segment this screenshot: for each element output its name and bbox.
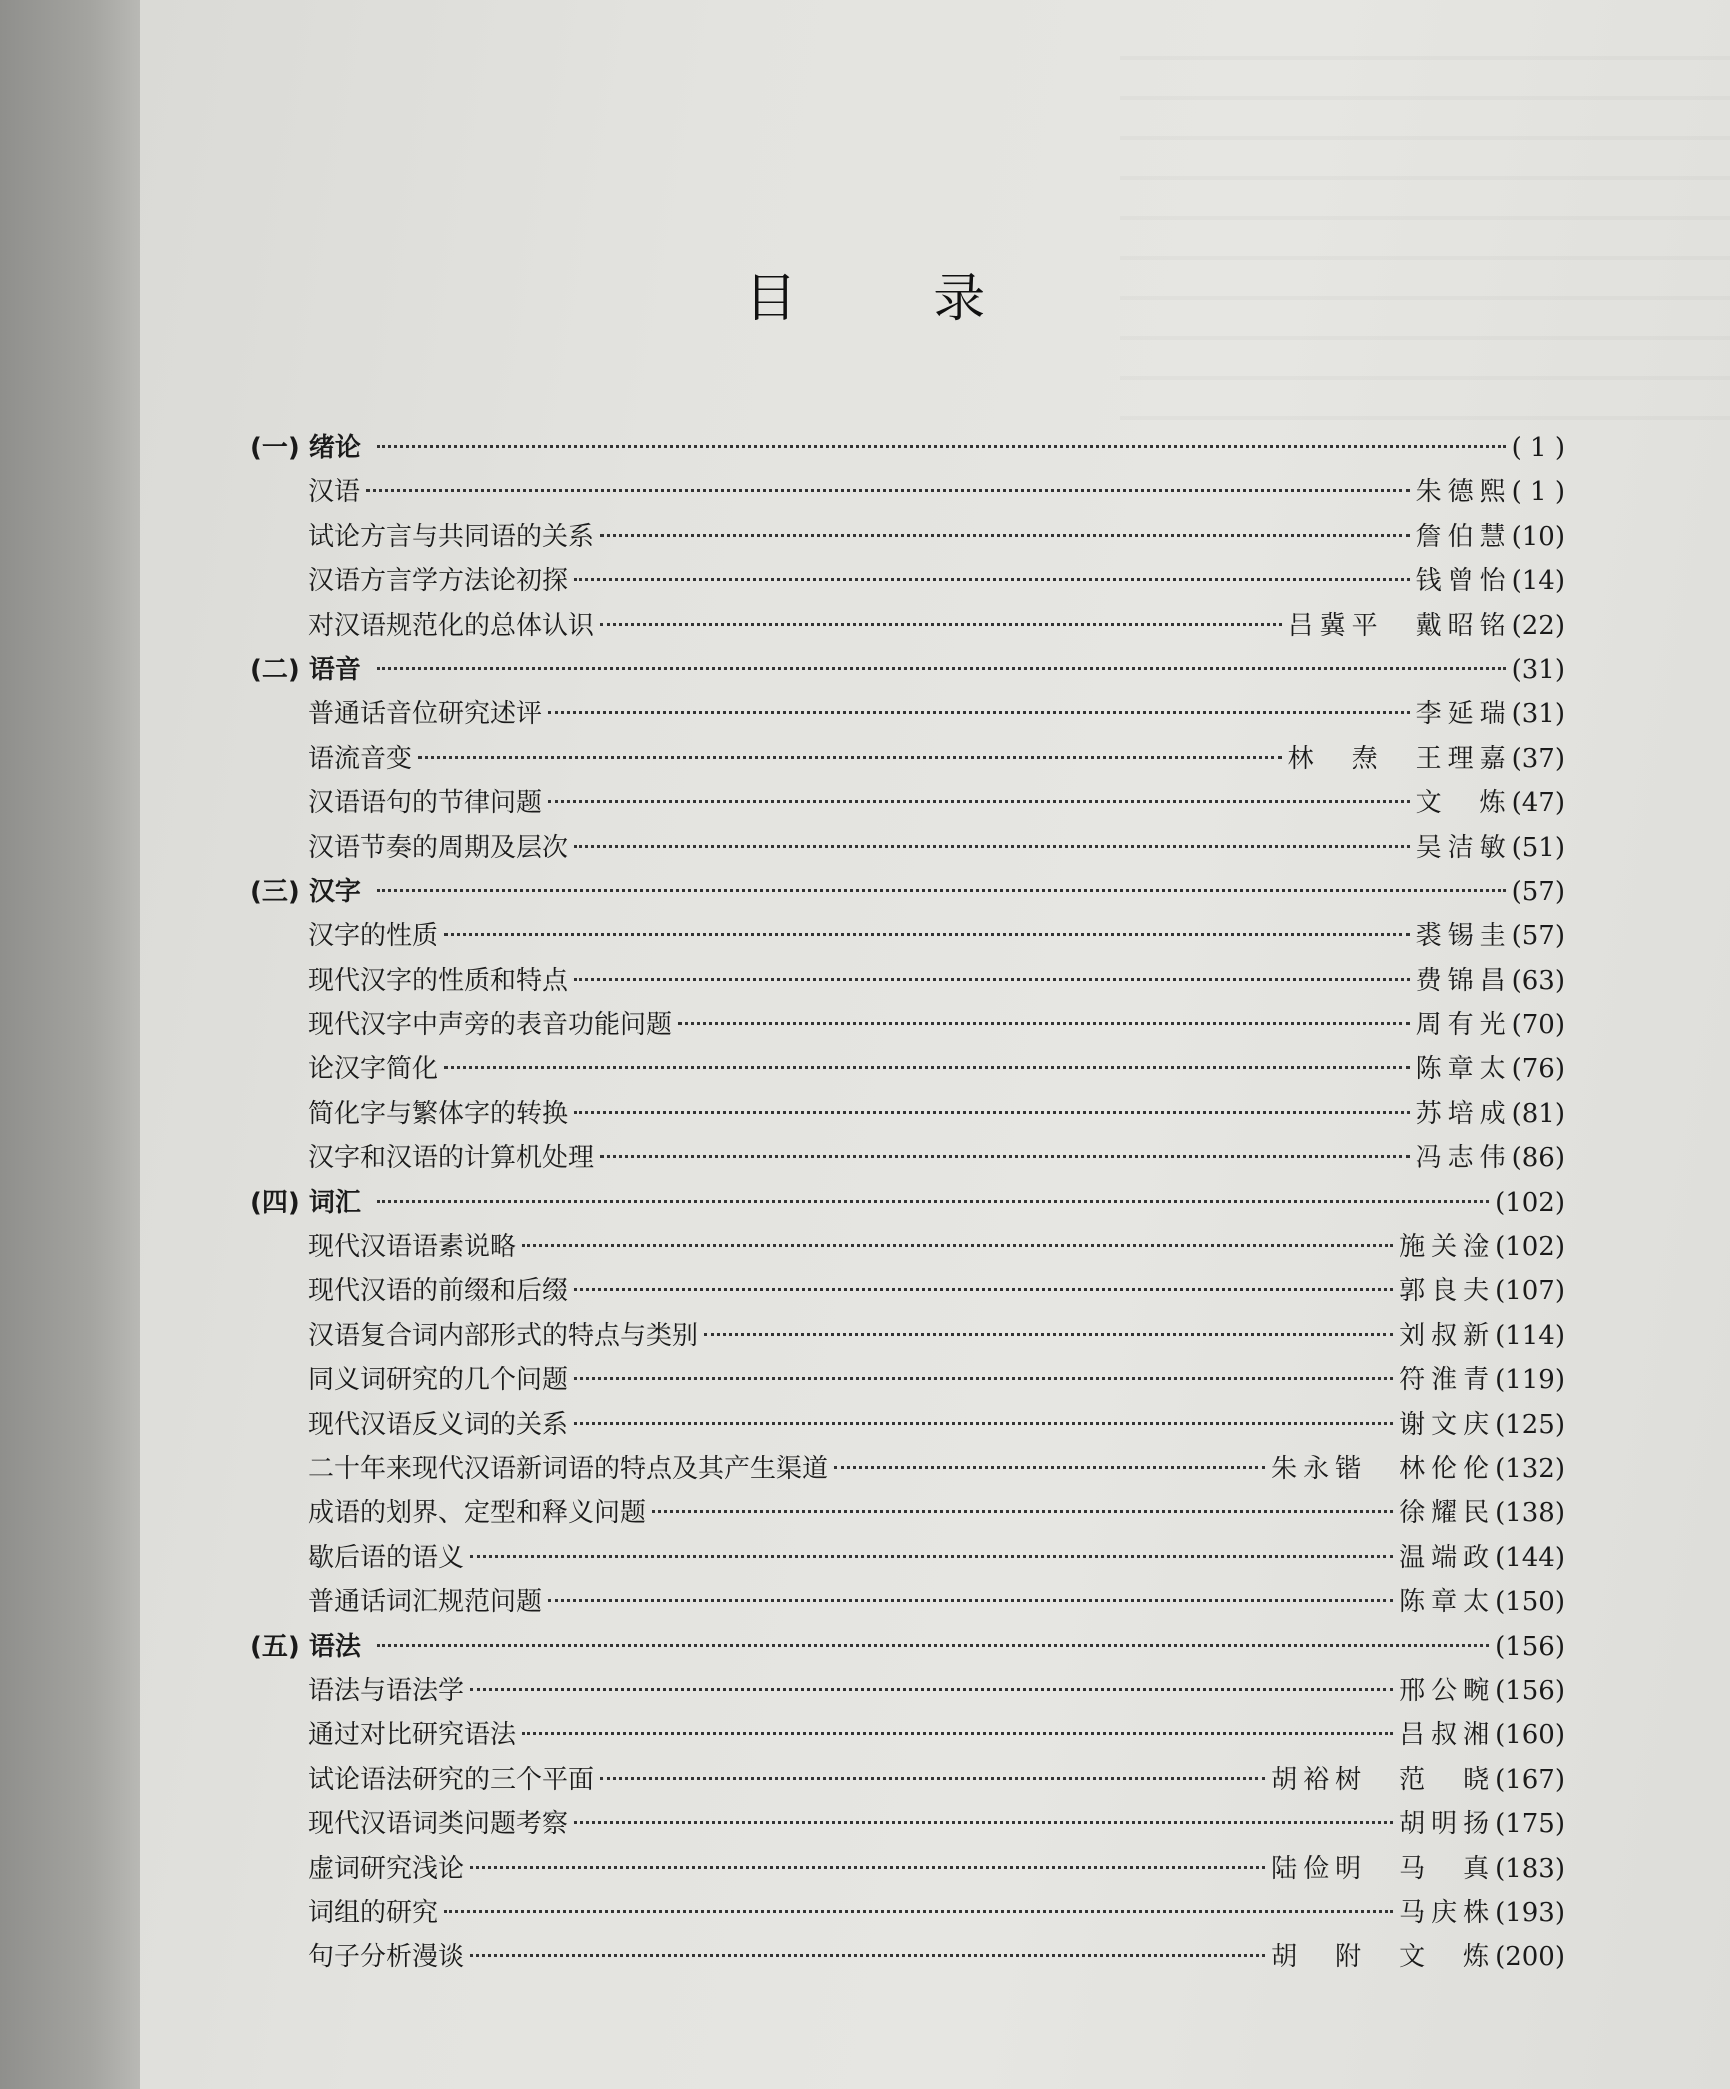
page-number: (31) <box>1511 699 1565 730</box>
entry-title: 汉字的性质 <box>308 921 439 952</box>
toc-entry <box>250 1802 1565 1846</box>
entry-title: 汉语节奏的周期及层次 <box>308 832 569 863</box>
page-number: (10) <box>1511 521 1565 552</box>
entry-title: 汉语方言学方法论初探 <box>308 566 569 597</box>
dot-leader <box>574 845 1410 848</box>
entry-author: 朱永锴 林伦伦 <box>1271 1453 1496 1484</box>
page-number: (102) <box>1495 1187 1565 1218</box>
toc-entry <box>250 470 1565 514</box>
entry-author: 刘叔新 <box>1399 1320 1496 1351</box>
dot-leader <box>574 1111 1410 1114</box>
page-number: (70) <box>1511 1010 1565 1041</box>
entry-author: 施关淦 <box>1399 1232 1496 1263</box>
toc-entry <box>250 826 1565 870</box>
page-number: (107) <box>1495 1276 1565 1307</box>
entry-author: 陈章太 <box>1399 1587 1496 1618</box>
entry-author: 郭良夫 <box>1399 1276 1496 1307</box>
toc-entry <box>250 1758 1565 1802</box>
page-number: (183) <box>1495 1853 1565 1884</box>
entry-title: 句子分析漫谈 <box>308 1942 465 1973</box>
entry-author: 苏培成 <box>1415 1098 1512 1129</box>
entry-author: 胡 附 文 炼 <box>1271 1942 1496 1973</box>
page-number: ( 1 ) <box>1511 433 1565 463</box>
page-title: 目 录 <box>744 269 1046 329</box>
entry-title: 通过对比研究语法 <box>308 1720 517 1751</box>
toc-entry <box>250 1713 1565 1757</box>
page-number: (51) <box>1511 832 1565 863</box>
dot-leader <box>574 1377 1393 1380</box>
dot-leader <box>548 711 1410 714</box>
toc-entry <box>250 959 1565 1003</box>
entry-author: 李延瑞 <box>1415 699 1512 730</box>
dot-leader <box>704 1333 1393 1336</box>
dot-leader <box>377 667 1506 670</box>
entry-author: 徐耀民 <box>1399 1498 1496 1529</box>
entry-title: 汉字和汉语的计算机处理 <box>308 1143 595 1174</box>
page-number: ( 1 ) <box>1511 477 1565 508</box>
entry-author: 谢文庆 <box>1399 1409 1496 1440</box>
page-number: (160) <box>1495 1720 1565 1751</box>
page-number: (31) <box>1511 654 1565 685</box>
entry-title: 同义词研究的几个问题 <box>308 1365 569 1396</box>
dot-leader <box>652 1510 1393 1513</box>
page-number: (76) <box>1511 1054 1565 1085</box>
section-title: (二) 语音 <box>250 654 361 685</box>
entry-author: 文 炼 <box>1415 788 1512 819</box>
dot-leader <box>574 1422 1393 1425</box>
entry-title: 现代汉语语素说略 <box>308 1232 517 1263</box>
entry-author: 吕叔湘 <box>1399 1720 1496 1751</box>
page-number: (144) <box>1495 1542 1565 1573</box>
dot-leader <box>548 1599 1393 1602</box>
page-number: (125) <box>1495 1409 1565 1440</box>
dot-leader <box>377 889 1506 892</box>
toc-entry <box>250 1935 1565 1979</box>
page-number: (167) <box>1495 1764 1565 1795</box>
show-through-texture <box>1120 20 1730 420</box>
page-number: (86) <box>1511 1143 1565 1174</box>
page-number: (14) <box>1511 566 1565 597</box>
toc-entry <box>250 1269 1565 1313</box>
page-number: (63) <box>1511 965 1565 996</box>
entry-title: 汉语复合词内部形式的特点与类别 <box>308 1320 699 1351</box>
dot-leader <box>600 534 1410 537</box>
dot-leader <box>470 1866 1265 1869</box>
entry-author: 胡裕树 范 晓 <box>1271 1764 1496 1795</box>
entry-author: 胡明扬 <box>1399 1809 1496 1840</box>
toc-section-heading <box>250 1625 1565 1669</box>
entry-title: 现代汉字的性质和特点 <box>308 965 569 996</box>
entry-author: 马庆株 <box>1399 1897 1496 1928</box>
toc-entry <box>250 1403 1565 1447</box>
entry-title: 二十年来现代汉语新词语的特点及其产生渠道 <box>308 1453 829 1484</box>
dot-leader <box>600 623 1282 626</box>
dot-leader <box>574 1821 1393 1824</box>
entry-title: 语法与语法学 <box>308 1675 465 1706</box>
toc-entry <box>250 1669 1565 1713</box>
entry-author: 裘锡圭 <box>1415 921 1512 952</box>
table-of-contents <box>250 426 1565 1980</box>
entry-title: 虚词研究浅论 <box>308 1853 465 1884</box>
toc-entry <box>250 1491 1565 1535</box>
toc-entry <box>250 604 1565 648</box>
dot-leader <box>522 1732 1393 1735</box>
toc-entry <box>250 781 1565 825</box>
entry-title: 论汉字简化 <box>308 1054 439 1085</box>
page-number: (114) <box>1495 1320 1565 1351</box>
dot-leader <box>366 489 1410 492</box>
toc-entry <box>250 1047 1565 1091</box>
page-number: (47) <box>1511 788 1565 819</box>
toc-section-heading <box>250 426 1565 470</box>
dot-leader <box>834 1466 1265 1469</box>
dot-leader <box>470 1688 1393 1691</box>
entry-title: 现代汉字中声旁的表音功能问题 <box>308 1010 673 1041</box>
toc-entry <box>250 1003 1565 1047</box>
entry-title: 汉语 <box>308 477 361 508</box>
toc-entry <box>250 1847 1565 1891</box>
toc-entry <box>250 1092 1565 1136</box>
page-number: (156) <box>1495 1631 1565 1662</box>
page-number: (22) <box>1511 610 1565 641</box>
entry-title: 普通话词汇规范问题 <box>308 1587 543 1618</box>
page-number: (37) <box>1511 743 1565 774</box>
entry-title: 成语的划界、定型和释义问题 <box>308 1498 647 1529</box>
page-number: (156) <box>1495 1675 1565 1706</box>
toc-section-heading <box>250 870 1565 914</box>
section-title: (三) 汉字 <box>250 876 361 907</box>
entry-author: 钱曾怡 <box>1415 566 1512 597</box>
toc-entry <box>250 914 1565 958</box>
entry-title: 词组的研究 <box>308 1897 439 1928</box>
entry-author: 朱德熙 <box>1415 477 1512 508</box>
entry-title: 歇后语的语义 <box>308 1542 465 1573</box>
entry-title: 试论方言与共同语的关系 <box>308 521 595 552</box>
page-number: (132) <box>1495 1453 1565 1484</box>
toc-section-heading <box>250 1181 1565 1225</box>
dot-leader <box>470 1954 1265 1957</box>
toc-section-heading <box>250 648 1565 692</box>
entry-author: 詹伯慧 <box>1415 521 1512 552</box>
entry-author: 周有光 <box>1415 1010 1512 1041</box>
dot-leader <box>377 1644 1489 1647</box>
toc-entry <box>250 1136 1565 1180</box>
section-title: (五) 语法 <box>250 1631 361 1662</box>
dot-leader <box>444 933 1410 936</box>
section-title: (一) 绪论 <box>250 433 361 463</box>
page-number: (57) <box>1511 876 1565 907</box>
dot-leader <box>444 1066 1410 1069</box>
dot-leader <box>522 1244 1393 1247</box>
dot-leader <box>470 1555 1393 1558</box>
toc-entry <box>250 1225 1565 1269</box>
dot-leader <box>678 1022 1410 1025</box>
entry-title: 语流音变 <box>308 743 413 774</box>
entry-author: 邢公畹 <box>1399 1675 1496 1706</box>
entry-author: 林 焘 王理嘉 <box>1287 743 1512 774</box>
entry-title: 试论语法研究的三个平面 <box>308 1764 595 1795</box>
entry-author: 陈章太 <box>1415 1054 1512 1085</box>
page-number: (57) <box>1511 921 1565 952</box>
dot-leader <box>574 1288 1393 1291</box>
toc-entry <box>250 1314 1565 1358</box>
entry-author: 陆俭明 马 真 <box>1271 1853 1496 1884</box>
toc-entry <box>250 1580 1565 1624</box>
entry-author: 符淮青 <box>1399 1365 1496 1396</box>
dot-leader <box>548 800 1410 803</box>
dot-leader <box>600 1155 1410 1158</box>
entry-title: 现代汉语反义词的关系 <box>308 1409 569 1440</box>
entry-author: 冯志伟 <box>1415 1143 1512 1174</box>
page-number: (119) <box>1495 1365 1565 1396</box>
toc-entry <box>250 692 1565 736</box>
dot-leader <box>418 756 1282 759</box>
entry-author: 吴洁敏 <box>1415 832 1512 863</box>
page-number: (175) <box>1495 1809 1565 1840</box>
entry-author: 费锦昌 <box>1415 965 1512 996</box>
toc-entry <box>250 515 1565 559</box>
toc-entry <box>250 1447 1565 1491</box>
dot-leader <box>574 978 1410 981</box>
dot-leader <box>377 1200 1489 1203</box>
entry-author: 吕冀平 戴昭铭 <box>1287 610 1512 641</box>
toc-entry <box>250 1536 1565 1580</box>
section-title: (四) 词汇 <box>250 1187 361 1218</box>
page-number: (200) <box>1495 1942 1565 1973</box>
entry-title: 现代汉语的前缀和后缀 <box>308 1276 569 1307</box>
entry-author: 温端政 <box>1399 1542 1496 1573</box>
dot-leader <box>574 578 1410 581</box>
page-number: (150) <box>1495 1587 1565 1618</box>
page-number: (81) <box>1511 1098 1565 1129</box>
page-number: (102) <box>1495 1232 1565 1263</box>
entry-title: 简化字与繁体字的转换 <box>308 1098 569 1129</box>
toc-entry <box>250 737 1565 781</box>
toc-entry <box>250 1358 1565 1402</box>
toc-entry <box>250 1891 1565 1935</box>
dot-leader <box>377 445 1506 448</box>
page-number: (193) <box>1495 1897 1565 1928</box>
entry-title: 汉语语句的节律问题 <box>308 788 543 819</box>
dot-leader <box>444 1910 1393 1913</box>
toc-entry <box>250 559 1565 603</box>
entry-title: 对汉语规范化的总体认识 <box>308 610 595 641</box>
entry-title: 普通话音位研究述评 <box>308 699 543 730</box>
dot-leader <box>600 1777 1265 1780</box>
entry-title: 现代汉语词类问题考察 <box>308 1809 569 1840</box>
page-number: (138) <box>1495 1498 1565 1529</box>
